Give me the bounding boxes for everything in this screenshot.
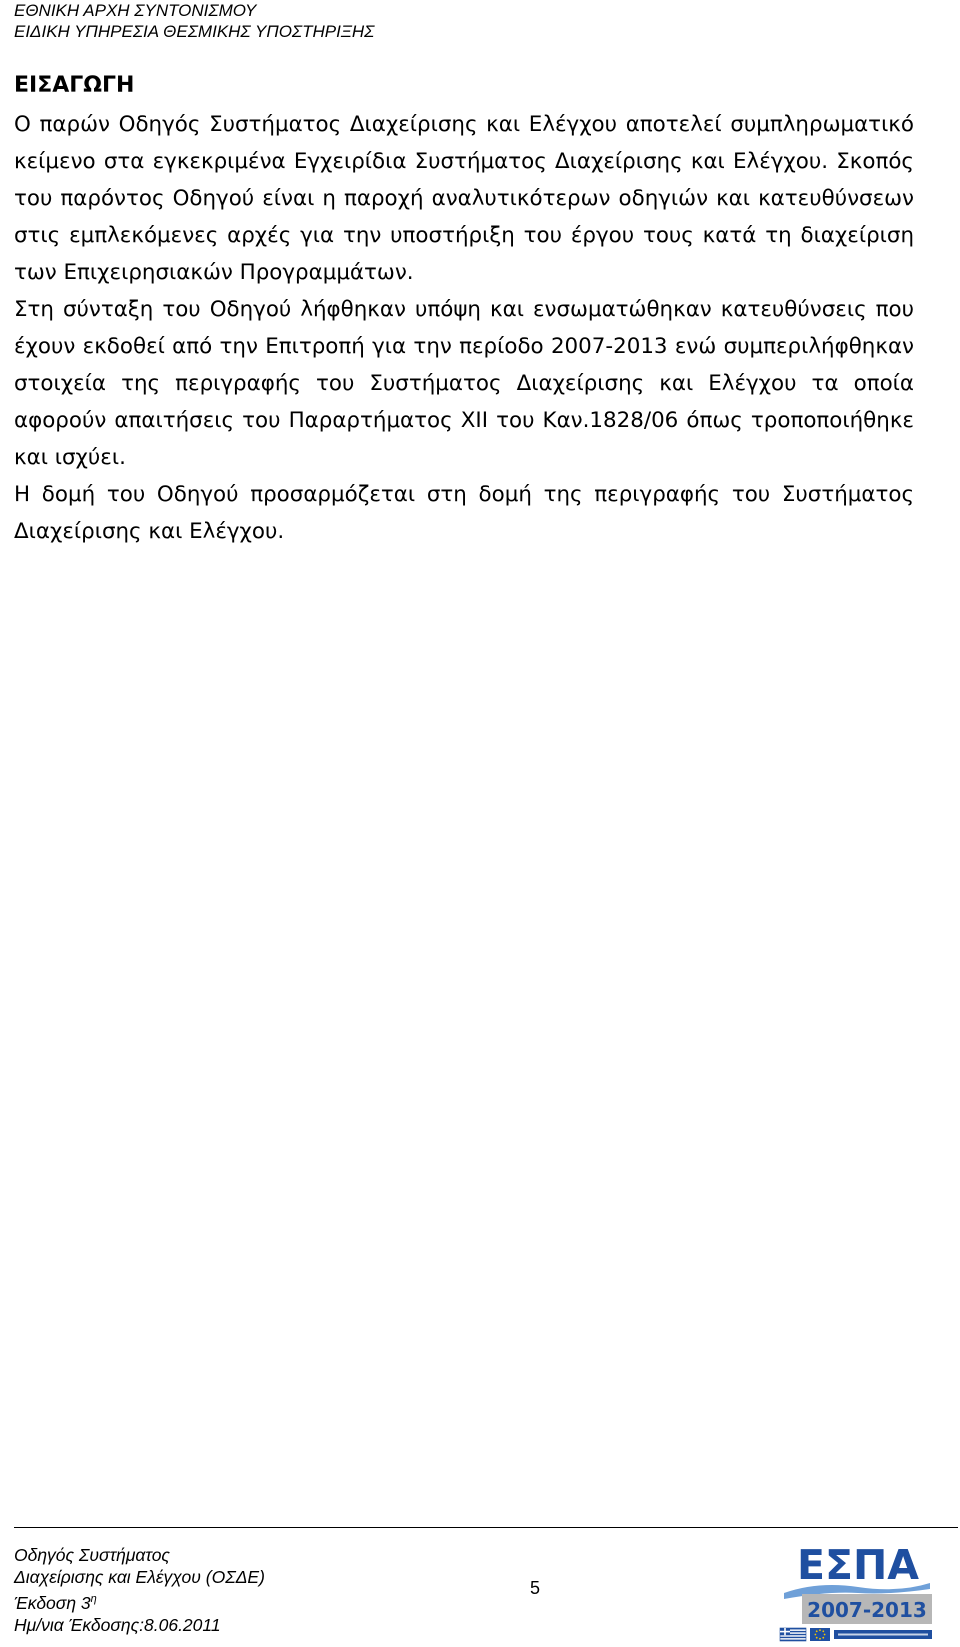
- footer-issue-date: Ημ/νια Έκδοσης:8.06.2011: [14, 1614, 221, 1635]
- espa-logo-title: ΕΣΠΑ: [796, 1541, 920, 1589]
- espa-logo-graphic: [778, 1537, 934, 1643]
- header-organization: ΕΘΝΙΚΗ ΑΡΧΗ ΣΥΝΤΟΝΙΣΜΟΥ: [14, 1, 257, 20]
- espa-logo-years: 2007-2013: [807, 1598, 927, 1622]
- document-body: [14, 70, 914, 550]
- footer-info: [14, 1544, 265, 1636]
- footer-guide-title: Οδηγός Συστήματος: [14, 1545, 170, 1565]
- footer-edition-label: Έκδοση 3: [14, 1592, 91, 1613]
- footer-edition-suffix: η: [90, 1593, 97, 1605]
- footer-edition: [14, 1588, 265, 1614]
- paragraph-purpose: Ο παρών Οδηγός Συστήματος Διαχείρισης και Ελέγχου αποτελεί συμπληρωματικό κείμενο στα εγκεκριμένα Εγχειρίδια Συστήματος Διαχείρισης και Ελέγχου. Σκοπός του παρόντος Οδηγού είναι η παροχή αναλυτικότερων οδηγιών και κατευθύνσεων στις εμπλεκόμενες αρχές για την υποστήριξη του έργου τους κατά τη διαχείριση των Επιχειρησιακών Προγραμμάτων.: [14, 112, 914, 285]
- greek-flag-icon: [780, 1628, 806, 1641]
- header-department: ΕΙΔΙΚΗ ΥΠΗΡΕΣΙΑ ΘΕΣΜΙΚΗΣ ΥΠΟΣΤΗΡΙΞΗΣ: [14, 22, 375, 41]
- espa-logo-strip-text: [838, 1634, 928, 1636]
- footer-divider: [14, 1527, 958, 1528]
- page-number: 5: [529, 1578, 540, 1598]
- paragraph-structure: Η δομή του Οδηγού προσαρμόζεται στη δομή της περιγραφής του Συστήματος Διαχείρισης και Ελέγχου.: [14, 482, 914, 544]
- espa-logo: [778, 1537, 934, 1643]
- section-heading: ΕΙΣΑΓΩΓΗ: [14, 73, 135, 98]
- eu-flag-icon: [810, 1628, 830, 1641]
- document-header: [14, 0, 944, 42]
- paragraph-guidelines: Στη σύνταξη του Οδηγού λήφθηκαν υπόψη και ενσωματώθηκαν κατευθύνσεις που έχουν εκδοθεί από την Επιτροπή για την περίοδο 2007-2013 ενώ συμπεριλήφθηκαν στοιχεία της περιγραφής του Συστήματος Διαχείρισης και Ελέγχου τα οποία αφορούν απαιτήσεις του Παραρτήματος XII του Καν.1828/06 όπως τροποποιήθηκε και ισχύει.: [14, 297, 914, 470]
- footer-guide-subtitle: Διαχείρισης και Ελέγχου (ΟΣΔΕ): [14, 1567, 265, 1587]
